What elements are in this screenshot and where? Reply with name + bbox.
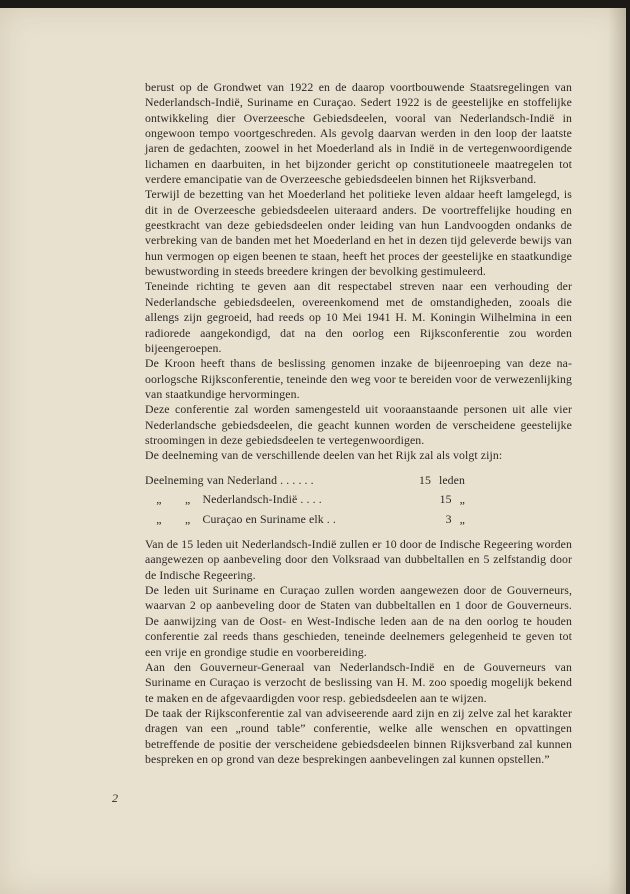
ditto-mark: „ (184, 492, 191, 507)
ditto-mark: „ (184, 511, 191, 526)
paragraph: Aan den Gouverneur-Generaal van Nederlandsch-Indië en de Gouverneurs van Suriname en Curaçao is verzocht de beslissing van H. M. zoo spoedig mogelijk bekend te maken en de afgevaardigden voor resp. gebiedsdeelen aan te wijzen. (145, 659, 572, 705)
paragraph: De Kroon heeft thans de beslissing genomen inzake de bijeenroeping van deze na-oorlogsche Rijksconferentie, teneinde den weg voor te bereiden voor de verwezenlijking van staatkundige hervormingen. (145, 356, 572, 401)
table-row (145, 510, 465, 530)
table-row-count: 3 (445, 511, 452, 526)
body-text (145, 80, 572, 767)
table-row-label: Curaçao en Suriname elk . . (202, 511, 336, 526)
table-row-label: Nederlandsch-Indië . . . . (202, 492, 322, 507)
table-row-count: 15 (418, 472, 431, 487)
table-row-label: Deelneming van Nederland . . . . . . (145, 472, 314, 487)
paragraph: Van de 15 leden uit Nederlandsch-Indië zullen er 10 door de Indische Regeering worden aangewezen op aanbeveling door den Volksraad van dubbeltallen en 5 zelfstandig door de Indische Regeering. (145, 537, 572, 582)
table-row-count: 15 (439, 492, 452, 507)
paragraph: De deelneming van de verschillende deelen van het Rijk zal als volgt zijn: (145, 448, 503, 463)
document-page (0, 8, 626, 894)
paragraph: De leden uit Suriname en Curaçao zullen worden aangewezen door de Gouverneurs, waarvan 2 op aanbeveling door de Staten van dubbeltallen en 1 door de Gouverneurs. De aanwijzing van de Oost- en West-Indische leden aan de na den oorlog te houden conferentie zal reeds thans geschieden, teneinde deelnemers gelegenheid te geven tot een vrije en grondige studie en voorbereiding. (145, 583, 572, 659)
paragraph: Terwijl de bezetting van het Moederland het politieke leven aldaar heeft lamgelegd, is dit in de Overzeesche gebiedsdeelen uiteraard anders. De voortreffelijke houding en geestkracht van deze gebiedsdeelen onder leiding van hun Landvoogden ondanks de verbreking van de banden met het Moederland en het in dezen tijd geleverde bewijs van hun vermogen op eigen beenen te staan, heeft het proces der geestelijke en staatkundige bewustwording in steeds breedere kringen der bevolking gestimuleerd. (145, 187, 572, 279)
participation-table (145, 471, 465, 530)
table-row-unit: leden (438, 472, 465, 487)
table-row (145, 471, 465, 491)
paragraph: De taak der Rijksconferentie zal van adviseerende aard zijn en zij zelve zal het karakter dragen van een „round table” conferentie, welke alle wenschen en opvattingen betreffende de positie der verscheidene gebiedsdeelen binnen Rijksverband zal kunnen bespreken en op grond van deze besprekingen aanbevelingen zal kunnen opstellen.” (145, 705, 572, 766)
paragraph: Deze conferentie zal worden samengesteld uit vooraanstaande personen uit alle vier Nederlandsche gebiedsdeelen, die geacht kunnen worden de verscheidene geestelijke stroomingen in deze gebiedsdeelen te vertegenwoordigen. (145, 402, 572, 447)
table-row (145, 490, 465, 510)
paragraph: berust op de Grondwet van 1922 en de daarop voortbouwende Staatsregelingen van Nederlandsch-Indië, Suriname en Curaçao. Sedert 1922 is de geestelijke en stoffelijke ontwikkeling dier Overzeesche Gebiedsdeelen, vooral van Nederlandsch-Indië in ongewoon tempo voortgeschreden. Als gevolg daarvan werden in den loop der laatste jaren de gedachten, zoowel in het Moederland als in Indië in de vertegenwoordigende lichamen en daarbuiten, in het bijzonder gericht op constitutioneele maatregelen tot verdere emancipatie van de Overzeesche gebiedsdeelen binnen het Rijksverband. (145, 80, 572, 187)
page-number: 2 (112, 791, 118, 805)
table-row-unit: „ (459, 511, 465, 526)
page-spine-shadow (608, 8, 626, 894)
ditto-mark: „ (156, 492, 162, 507)
paragraph: Teneinde richting te geven aan dit respectabel streven naar een verhouding der Nederlandsche gebiedsdeelen, overeenkomend met de omstandigheden, zooals die allengs zijn gegroeid, had reeds op 10 Mei 1941 H. M. Koningin Wilhelmina in een radiorede aangekondigd, dat na den oorlog een Rijksconferentie zou worden bijeengeroepen. (145, 279, 572, 355)
ditto-mark: „ (156, 511, 162, 526)
table-row-unit: „ (459, 492, 465, 507)
